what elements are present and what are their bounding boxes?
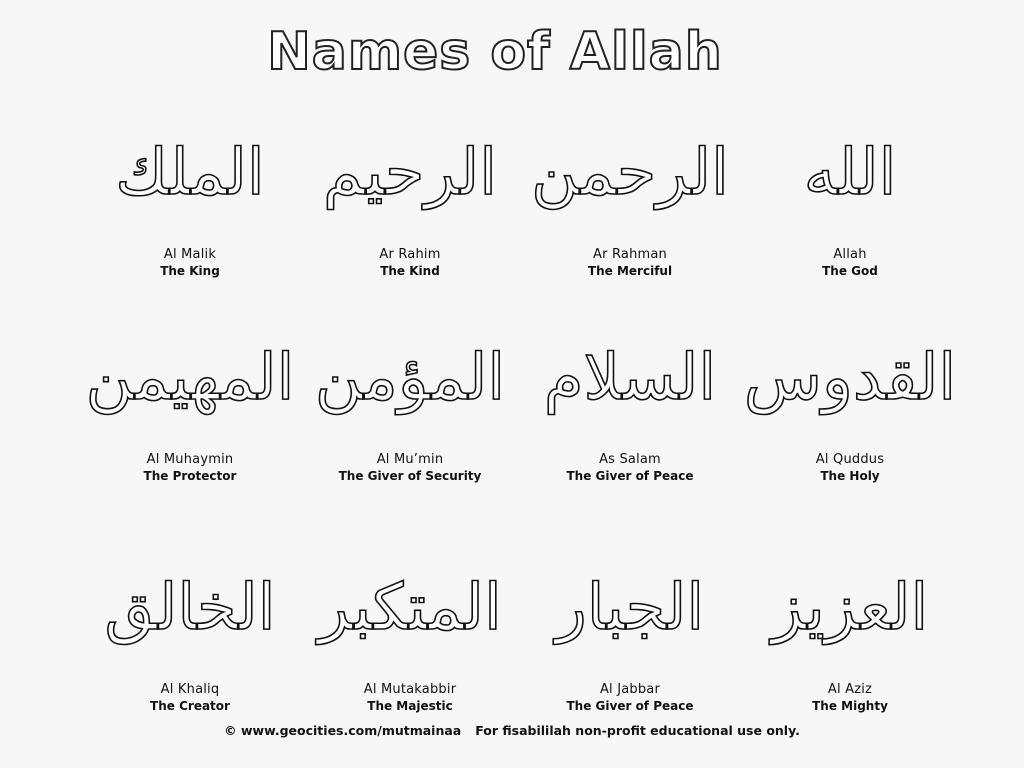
transliteration: Ar Rahim <box>379 247 441 262</box>
arabic-calligraphy: المؤمن <box>314 341 506 415</box>
name-card-al-mumin <box>300 300 520 530</box>
meaning: The Mighty <box>812 699 888 713</box>
arabic-calligraphy: المهيمن <box>85 341 295 415</box>
footer <box>0 723 1024 738</box>
footer-source: © www.geocities.com/mutmainaa <box>224 723 462 738</box>
name-card-al-jabbar <box>520 530 740 735</box>
name-card-al-muhaymin <box>80 300 300 530</box>
arabic-calligraphy: القدوس <box>743 341 957 415</box>
arabic-calligraphy: المتكبر <box>318 571 502 645</box>
transliteration: Al Jabbar <box>599 682 661 697</box>
name-card-ar-rahman <box>520 95 740 300</box>
name-card-al-mutakabbir <box>300 530 520 735</box>
arabic-calligraphy: الله <box>803 136 897 210</box>
arabic-calligraphy: الجبار <box>555 571 705 645</box>
meaning: The Giver of Security <box>338 469 482 483</box>
page-title: Names of Allah <box>267 22 723 82</box>
arabic-calligraphy: الخالق <box>104 571 276 645</box>
meaning: The Giver of Peace <box>566 469 694 483</box>
name-card-al-aziz <box>740 530 960 735</box>
meaning: The Kind <box>380 264 440 278</box>
meaning: The Creator <box>150 699 230 713</box>
meaning: The Giver of Peace <box>566 699 694 713</box>
arabic-calligraphy: السلام <box>543 341 717 415</box>
meaning: The Protector <box>143 469 237 483</box>
meaning: The Holy <box>820 469 880 483</box>
transliteration: Al Muhaymin <box>146 452 234 467</box>
arabic-calligraphy: العزيز <box>771 571 929 645</box>
name-card-allah <box>740 95 960 300</box>
name-card-al-malik <box>80 95 300 300</box>
name-card-al-khaliq <box>80 530 300 735</box>
meaning: The Merciful <box>587 264 673 278</box>
meaning: The King <box>160 264 220 278</box>
transliteration: Al Malik <box>163 247 217 262</box>
transliteration: Al Khaliq <box>160 682 220 697</box>
transliteration: Allah <box>833 247 867 262</box>
meaning: The God <box>822 264 878 278</box>
transliteration: Al Quddus <box>815 452 885 467</box>
transliteration: Al Aziz <box>827 682 873 697</box>
arabic-calligraphy: الرحمن <box>531 136 729 210</box>
transliteration: Al Mu’min <box>376 452 444 467</box>
transliteration: As Salam <box>599 452 661 467</box>
name-card-as-salam <box>520 300 740 530</box>
transliteration: Al Mutakabbir <box>363 682 457 697</box>
names-grid <box>80 95 960 715</box>
arabic-calligraphy: الملك <box>115 136 265 210</box>
arabic-calligraphy: الرحيم <box>322 136 498 210</box>
meaning: The Majestic <box>367 699 453 713</box>
footer-notice: For fisabililah non-profit educational use only. <box>475 723 800 738</box>
name-card-al-quddus <box>740 300 960 530</box>
name-card-ar-rahim <box>300 95 520 300</box>
transliteration: Ar Rahman <box>593 247 667 262</box>
